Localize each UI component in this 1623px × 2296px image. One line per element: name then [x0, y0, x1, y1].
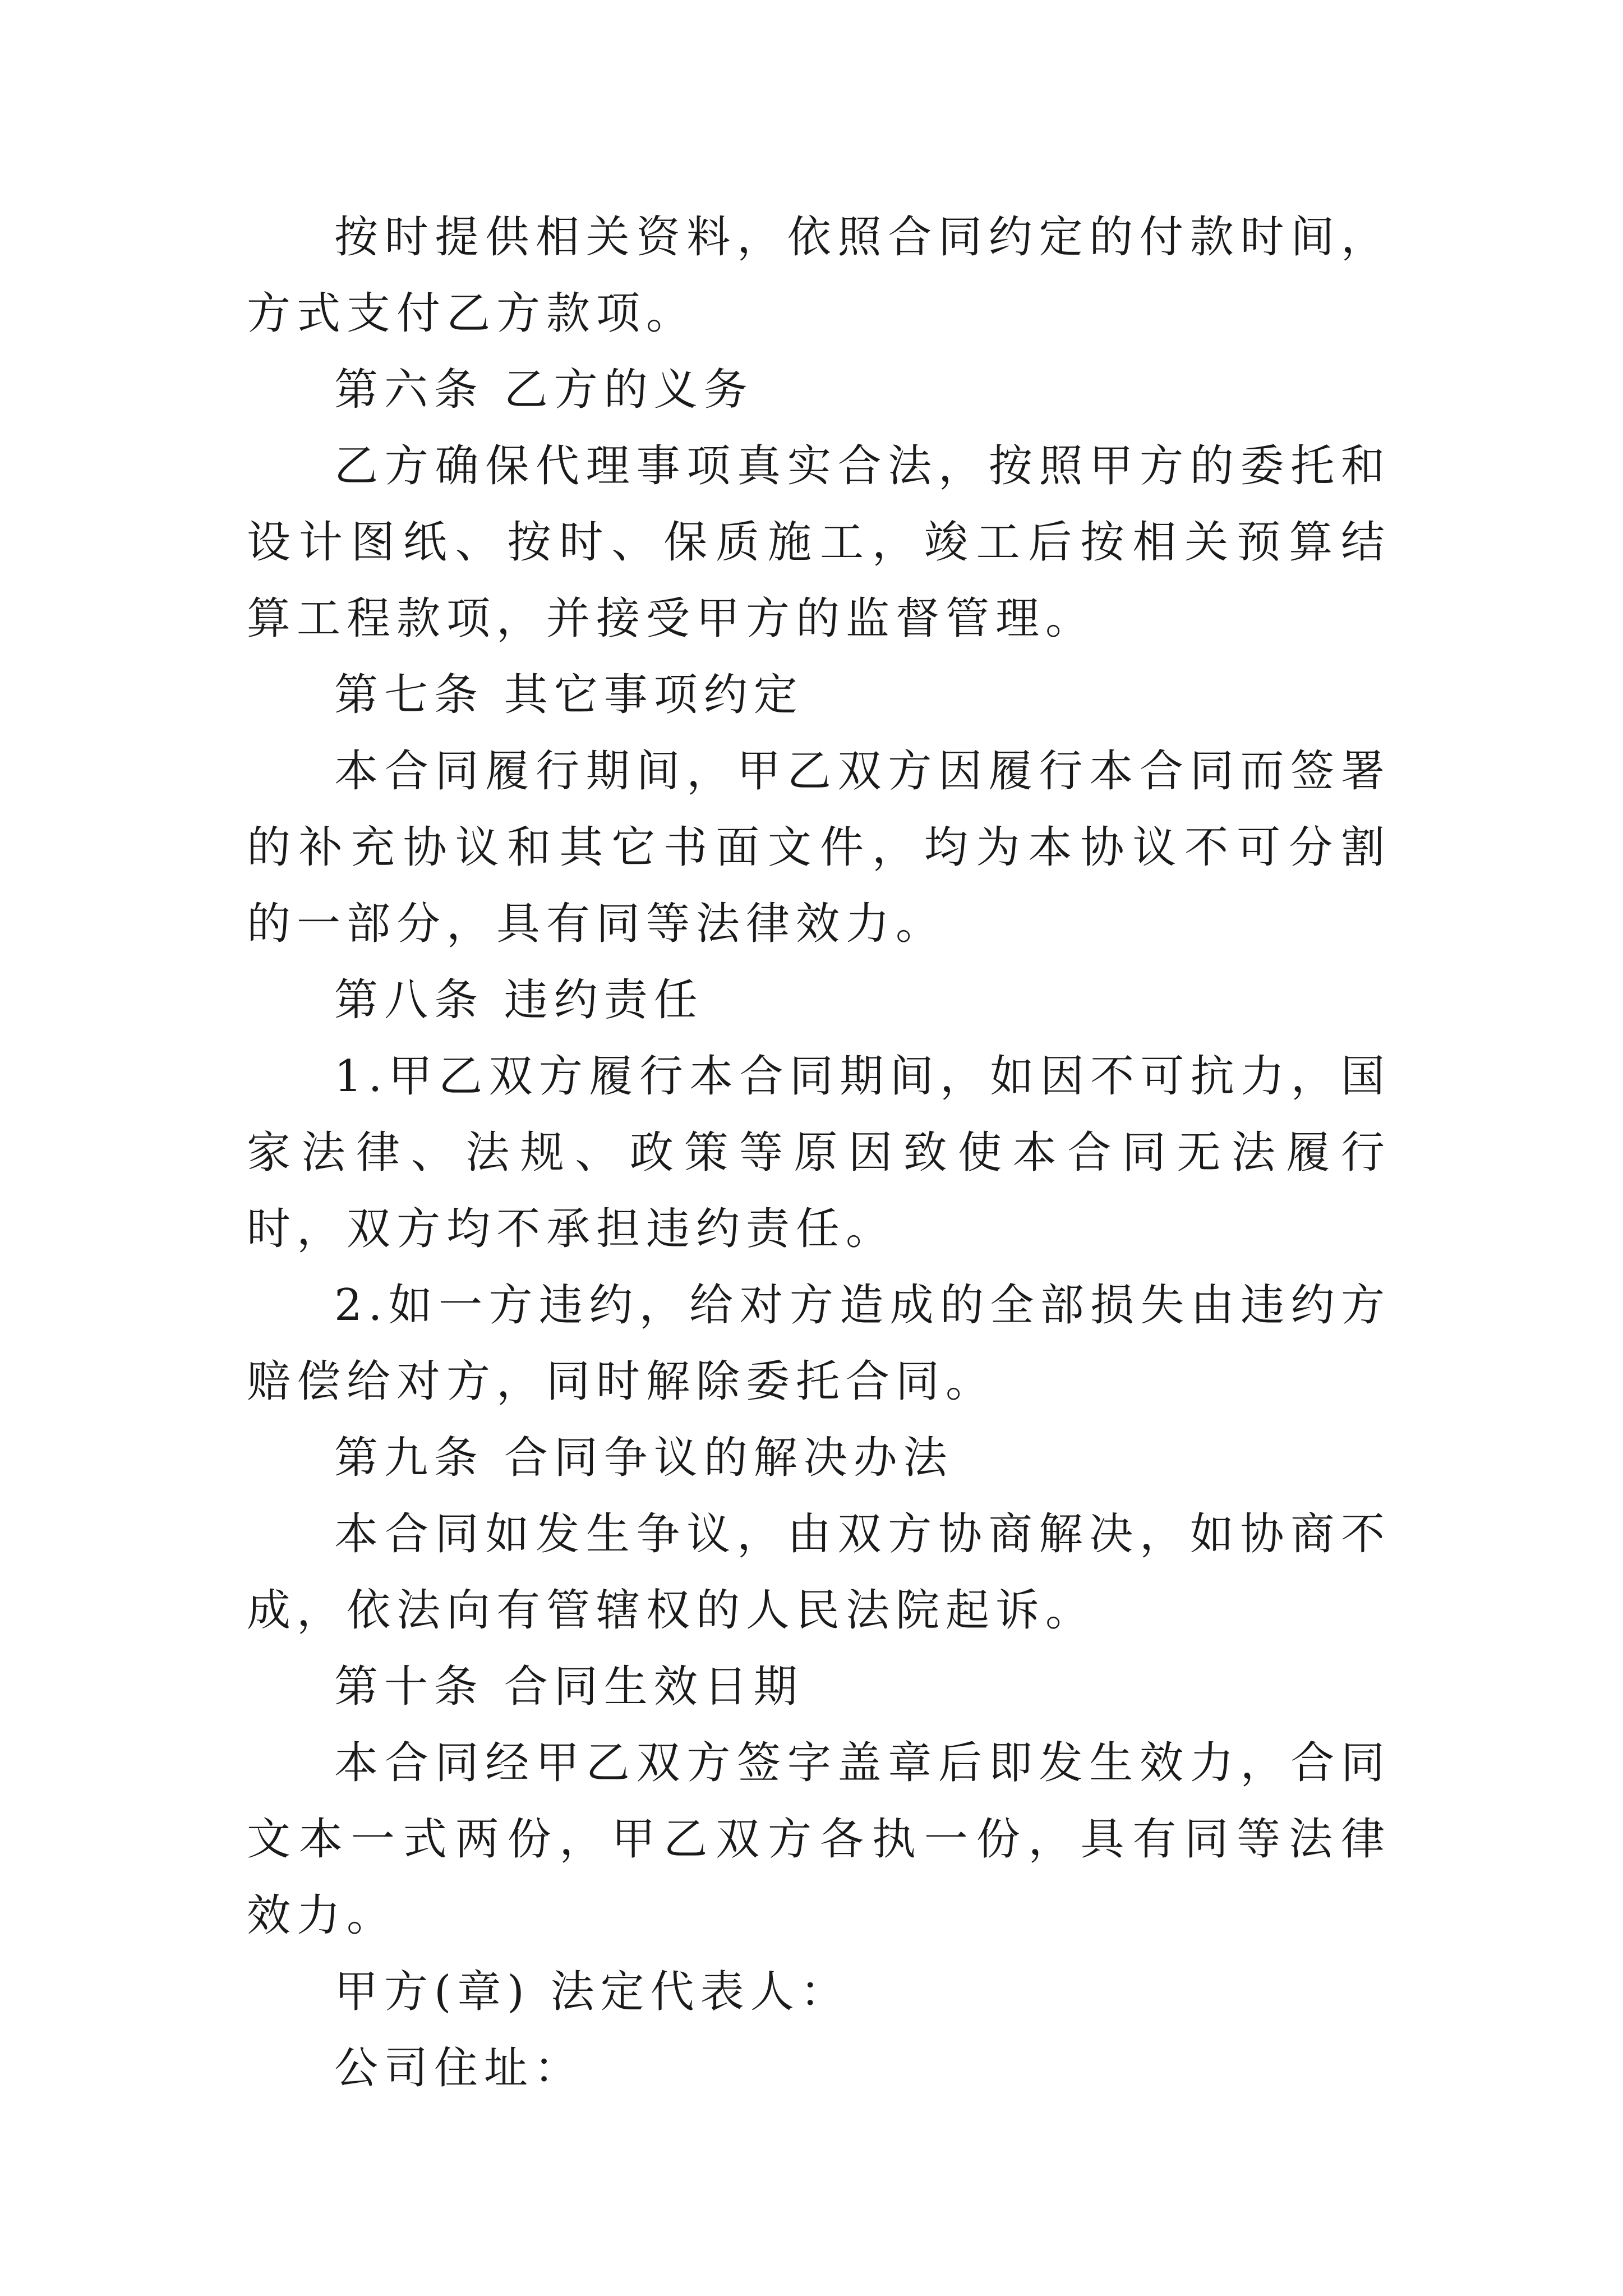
heading-article-6: 第六条 乙方的义务 [334, 365, 754, 415]
paragraph-breach-clause-2: 2.如一方违约，给对方造成的全部损失由违约方赔偿给对方，同时解除委托合同。 [247, 1280, 1391, 1407]
paragraph-effective-date: 本合同经甲乙双方签字盖章后即发生效力，合同文本一式两份，甲乙双方各执一份，具有同等法律效力。 [247, 1738, 1391, 1941]
heading-article-10: 第十条 合同生效日期 [334, 1662, 804, 1712]
company-address-line: 公司住址： [334, 2043, 584, 2093]
heading-article-8: 第八条 违约责任 [334, 975, 704, 1025]
paragraph-party-b-obligations: 乙方确保代理事项真实合法，按照甲方的委托和设计图纸、按时、保质施工，竣工后按相关预算结算工程款项，并接受甲方的监督管理。 [247, 441, 1391, 644]
paragraph-breach-clause-1: 1.甲乙双方履行本合同期间，如因不可抗力，国家法律、法规、政策等原因致使本合同无法履行时，双方均不承担违约责任。 [247, 1051, 1391, 1254]
heading-article-7: 第七条 其它事项约定 [334, 670, 804, 720]
contract-body [247, 199, 1391, 2106]
heading-article-9: 第九条 合同争议的解决办法 [334, 1433, 953, 1483]
signature-party-a-line: 甲方(章) 法定代表人： [334, 1967, 850, 2017]
paragraph-dispute-resolution: 本合同如发生争议，由双方协商解决，如协商不成，依法向有管辖权的人民法院起诉。 [247, 1509, 1391, 1636]
paragraph-other-matters: 本合同履行期间，甲乙双方因履行本合同而签署的补充协议和其它书面文件，均为本协议不可分割的一部分，具有同等法律效力。 [247, 746, 1391, 949]
paragraph-payment-obligation: 按时提供相关资料，依照合同约定的付款时间，方式支付乙方款项。 [247, 212, 1391, 339]
